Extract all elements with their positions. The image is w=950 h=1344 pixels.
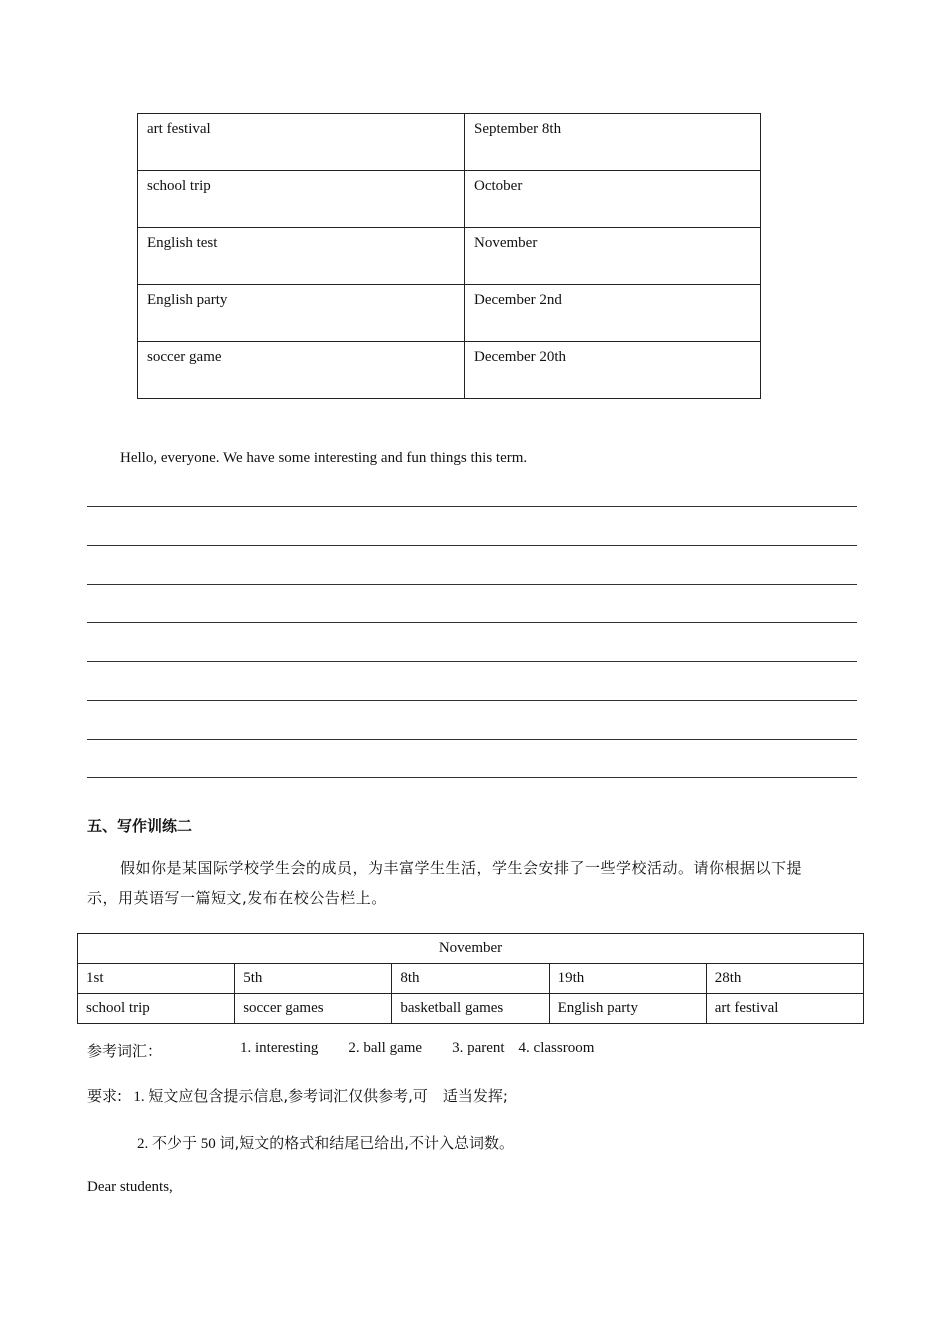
prompt-line-2: 示，用英语写一篇短文,发布在校公告栏上。 — [87, 889, 387, 907]
date-cell: 5th — [235, 964, 392, 994]
event-cell: art festival — [138, 114, 465, 171]
vocab-list — [240, 1040, 624, 1057]
activity-schedule-table — [137, 113, 761, 399]
month-header: November — [78, 934, 864, 964]
table-row — [138, 285, 761, 342]
event-cell: school trip — [78, 994, 235, 1024]
event-cell: English test — [138, 228, 465, 285]
writing-line[interactable] — [87, 622, 857, 623]
writing-line[interactable] — [87, 661, 857, 662]
vocab-item: 3. parent — [452, 1040, 505, 1056]
event-cell: soccer game — [138, 342, 465, 399]
writing-line[interactable] — [87, 545, 857, 546]
date-cell: December 20th — [465, 342, 761, 399]
table-row — [78, 934, 864, 964]
date-cell: 1st — [78, 964, 235, 994]
date-cell: 8th — [392, 964, 549, 994]
event-cell: art festival — [706, 994, 863, 1024]
requirement-2 — [137, 1132, 514, 1153]
date-cell: 19th — [549, 964, 706, 994]
word-count: 50 — [200, 1136, 216, 1152]
writing-line[interactable] — [87, 700, 857, 701]
requirement-text: 短文应包含提示信息,参考词汇仅供参考,可 适当发挥; — [148, 1087, 508, 1105]
prompt-line-1: 假如你是某国际学校学生会的成员，为丰富学生生活，学生会安排了一些学校活动。请你根据以下提 — [120, 859, 803, 877]
requirements-label: 要求: — [87, 1087, 123, 1105]
date-cell: September 8th — [465, 114, 761, 171]
requirement-1 — [87, 1085, 508, 1106]
date-cell: November — [465, 228, 761, 285]
vocab-item: 4. classroom — [518, 1040, 595, 1056]
event-cell: English party — [138, 285, 465, 342]
writing-line[interactable] — [87, 584, 857, 585]
date-cell: December 2nd — [465, 285, 761, 342]
letter-salutation: Dear students, — [87, 1179, 173, 1195]
table-row — [138, 228, 761, 285]
november-events-table — [77, 933, 864, 1024]
event-cell: soccer games — [235, 994, 392, 1024]
section-title: 五、写作训练二 — [87, 817, 193, 835]
writing-line[interactable] — [87, 739, 857, 740]
intro-sentence: Hello, everyone. We have some interesting and fun things this term. — [120, 450, 528, 466]
requirement-number: 2. — [137, 1136, 149, 1152]
requirement-text: 词,短文的格式和结尾已给出,不计入总词数。 — [219, 1134, 515, 1152]
table-row — [138, 171, 761, 228]
table-row — [138, 114, 761, 171]
event-cell: school trip — [138, 171, 465, 228]
date-cell: 28th — [706, 964, 863, 994]
event-cell: basketball games — [392, 994, 549, 1024]
vocab-label: 参考词汇： — [87, 1042, 163, 1060]
date-cell: October — [465, 171, 761, 228]
requirement-text: 不少于 — [152, 1134, 198, 1152]
vocab-item: 1. interesting — [240, 1040, 319, 1056]
writing-line[interactable] — [87, 506, 857, 507]
table-row — [138, 342, 761, 399]
table-row — [78, 994, 864, 1024]
event-cell: English party — [549, 994, 706, 1024]
vocab-item: 2. ball game — [348, 1040, 423, 1056]
table-row — [78, 964, 864, 994]
writing-line[interactable] — [87, 777, 857, 778]
requirement-number: 1. — [133, 1089, 145, 1105]
